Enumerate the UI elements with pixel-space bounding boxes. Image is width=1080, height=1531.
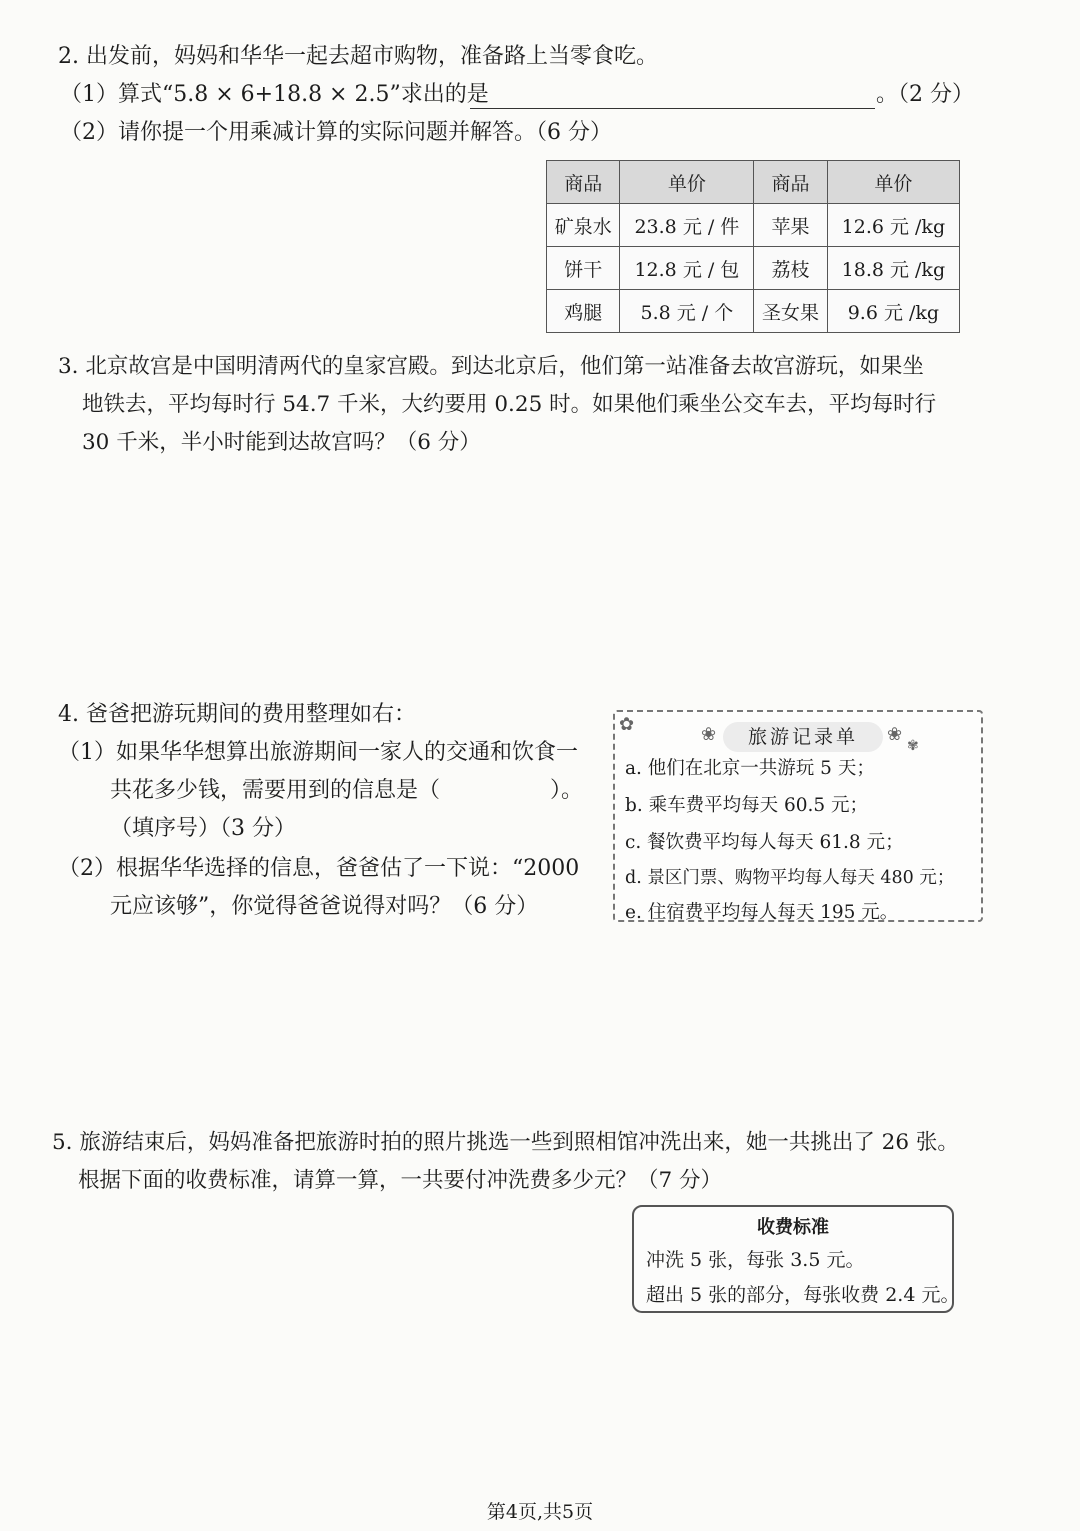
page-footer: 第4页,共5页 (486, 1501, 594, 1523)
q2-title: 2. 出发前，妈妈和华华一起去超市购物，准备路上当零食吃。 (58, 44, 658, 69)
q4-sub2-line1: （2）根据华华选择的信息，爸爸估了一下说：“2000 (58, 856, 580, 881)
fee-title: 收费标准 (757, 1217, 829, 1238)
card-item: d. 景区门票、购物平均每人每天 480 元； (625, 868, 955, 888)
q2-sub1-points: 。（2 分） (876, 82, 974, 107)
header-cell: 商品 (547, 161, 620, 204)
card-item: c. 餐饮费平均每人每天 61.8 元； (625, 832, 904, 853)
price-table-header (547, 161, 960, 204)
q4-sub1-line1: （1）如果华华想算出旅游期间一家人的交通和饮食一 (58, 740, 578, 765)
header-cell: 单价 (620, 161, 754, 204)
card-item: a. 他们在北京一共游玩 5 天； (625, 758, 875, 779)
table-cell: 矿泉水 (547, 204, 620, 247)
header-cell: 商品 (754, 161, 827, 204)
leaf-icon: ✾ (907, 738, 919, 754)
price-table (546, 160, 960, 333)
table-cell: 18.8 元 /kg (827, 247, 959, 290)
travel-record-card (613, 710, 983, 922)
card-item: b. 乘车费平均每天 60.5 元； (625, 795, 869, 816)
q3-line3: 30 千米，半小时能到达故宫吗？（6 分） (82, 430, 481, 455)
q4-title: 4. 爸爸把游玩期间的费用整理如右： (58, 702, 416, 727)
table-cell: 圣女果 (754, 290, 827, 333)
card-title: 旅游记录单 (723, 722, 883, 752)
table-cell: 鸡腿 (547, 290, 620, 333)
table-row (547, 290, 960, 333)
table-cell: 23.8 元 / 件 (620, 204, 754, 247)
card-item: e. 住宿费平均每人每天 195 元。 (625, 902, 899, 923)
q4-sub2-line2: 元应该够”，你觉得爸爸说得对吗？（6 分） (110, 894, 539, 919)
q5-line1: 5. 旅游结束后，妈妈准备把旅游时拍的照片挑选一些到照相馆冲洗出来，她一共挑出了 26 张。 (52, 1130, 959, 1155)
q2-sub2-text: （2）请你提一个用乘减计算的实际问题并解答。（6 分） (60, 120, 612, 145)
flower-icon: ✿ (619, 714, 635, 735)
q4-sub1-line3: （填序号）（3 分） (110, 816, 296, 841)
table-row (547, 204, 960, 247)
table-cell: 12.8 元 / 包 (620, 247, 754, 290)
fee-line-1: 冲洗 5 张，每张 3.5 元。 (646, 1249, 865, 1271)
q3-line1: 3. 北京故宫是中国明清两代的皇家宫殿。到达北京后，他们第一站准备去故宫游玩，如果坐 (58, 354, 924, 379)
q4-sub1-line2: 共花多少钱，需要用到的信息是（ ）。 (110, 778, 584, 803)
header-cell: 单价 (827, 161, 959, 204)
fee-line-2: 超出 5 张的部分，每张收费 2.4 元。 (646, 1284, 960, 1306)
table-cell: 饼干 (547, 247, 620, 290)
table-cell: 苹果 (754, 204, 827, 247)
table-cell: 荔枝 (754, 247, 827, 290)
table-cell: 12.6 元 /kg (827, 204, 959, 247)
q2-sub1-text: （1）算式“5.8 × 6+18.8 × 2.5”求出的是 (60, 82, 489, 107)
q5-line2: 根据下面的收费标准，请算一算，一共要付冲洗费多少元？（7 分） (78, 1168, 723, 1193)
flower-icon: ❀ (701, 724, 717, 745)
q3-line2: 地铁去，平均每时行 54.7 千米，大约要用 0.25 时。如果他们乘坐公交车去，平均每时行 (82, 392, 937, 417)
table-row (547, 247, 960, 290)
q2-answer-blank[interactable] (470, 108, 875, 109)
fee-standard-box (632, 1205, 960, 1313)
table-cell: 9.6 元 /kg (827, 290, 959, 333)
flower-icon: ❀ (887, 724, 903, 745)
table-cell: 5.8 元 / 个 (620, 290, 754, 333)
